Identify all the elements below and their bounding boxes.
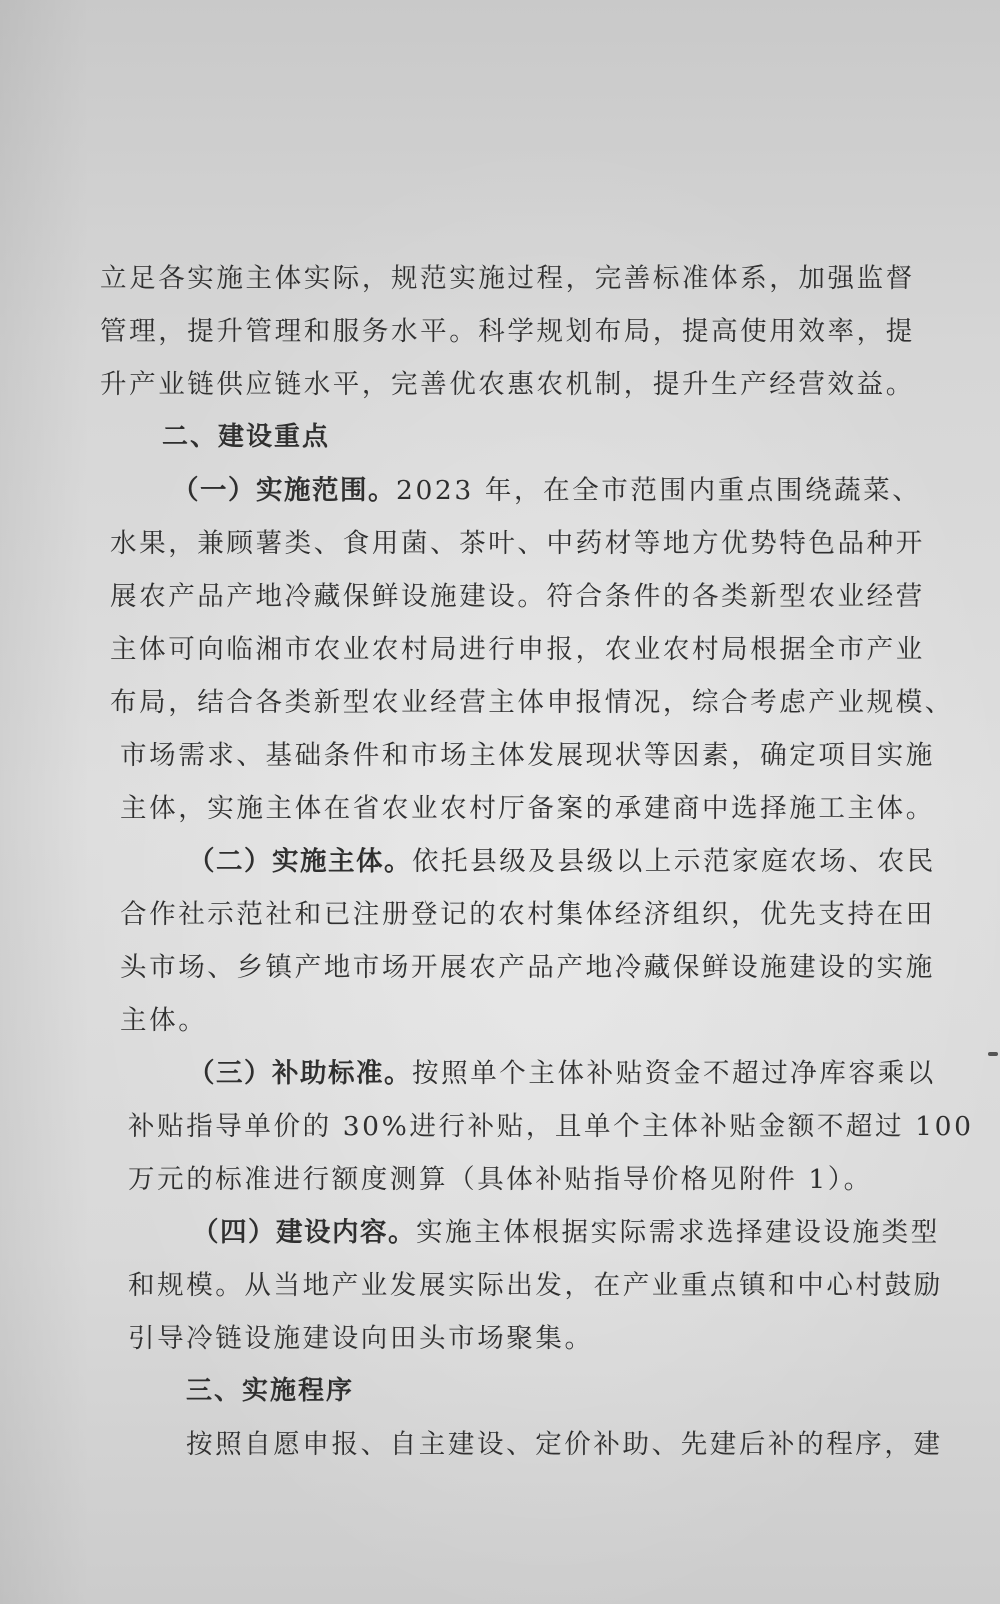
edge-mark xyxy=(988,1052,998,1056)
paragraph-line: 水果，兼顾薯类、食用菌、茶叶、中药材等地方优势特色品种开 xyxy=(110,528,925,559)
paragraph-line: 主体。 xyxy=(120,1005,208,1036)
paragraph-text: 实施主体根据实际需求选择建设设施类型 xyxy=(416,1217,940,1248)
section-heading-2: 二、建设重点 xyxy=(162,422,331,452)
paragraph-line: 补贴指导单价的 30%进行补贴，且单个主体补贴金额不超过 100 xyxy=(128,1111,974,1142)
paragraph-text: 按照单个主体补贴资金不超过净库容乘以 xyxy=(412,1058,936,1089)
subsection-2-line xyxy=(100,835,936,888)
paragraph-line: 升产业链供应链水平，完善优农惠农机制，提升生产经营效益。 xyxy=(100,369,915,400)
paragraph-line: 管理，提升管理和服务水平。科学规划布局，提高使用效率，提 xyxy=(100,316,915,347)
paragraph-line: 立足各实施主体实际，规范实施过程，完善标准体系，加强监督 xyxy=(100,263,915,294)
subsection-heading-4: （四）建设内容。 xyxy=(192,1217,416,1248)
paragraph-text: 2023 年，在全市范围内重点围绕蔬菜、 xyxy=(396,475,922,506)
subsection-heading-2: （二）实施主体。 xyxy=(188,846,412,877)
paragraph-line: 头市场、乡镇产地市场开展农产品产地冷藏保鲜设施建设的实施 xyxy=(120,952,935,983)
paragraph-line: 按照自愿申报、自主建设、定价补助、先建后补的程序，建 xyxy=(186,1429,943,1460)
subsection-3-line xyxy=(100,1047,936,1100)
paragraph-line: 万元的标准进行额度测算（具体补贴指导价格见附件 1）。 xyxy=(128,1164,873,1195)
subsection-heading-1: （一）实施范围。 xyxy=(172,475,396,506)
paragraph-line: 引导冷链设施建设向田头市场聚集。 xyxy=(128,1323,594,1354)
page-shadow xyxy=(0,0,90,1604)
paragraph-line: 和规模。从当地产业发展实际出发，在产业重点镇和中心村鼓励 xyxy=(128,1270,943,1301)
paragraph-line: 布局，结合各类新型农业经营主体申报情况，综合考虑产业规模、 xyxy=(110,687,954,718)
paragraph-line: 主体可向临湘市农业农村局进行申报，农业农村局根据全市产业 xyxy=(110,634,925,665)
paragraph-line: 展农产品产地冷藏保鲜设施建设。符合条件的各类新型农业经营 xyxy=(110,581,925,612)
subsection-4-line xyxy=(100,1206,940,1259)
paragraph-line: 合作社示范社和已注册登记的农村集体经济组织，优先支持在田 xyxy=(120,899,935,930)
paragraph-line: 主体，实施主体在省农业农村厅备案的承建商中选择施工主体。 xyxy=(120,793,935,824)
paragraph-line: 市场需求、基础条件和市场主体发展现状等因素，确定项目实施 xyxy=(120,740,935,771)
section-heading-3: 三、实施程序 xyxy=(186,1376,355,1406)
subsection-heading-3: （三）补助标准。 xyxy=(188,1058,412,1089)
paragraph-text: 依托县级及县级以上示范家庭农场、农民 xyxy=(412,846,936,877)
subsection-1-line xyxy=(100,464,920,517)
document-body xyxy=(100,252,974,1471)
